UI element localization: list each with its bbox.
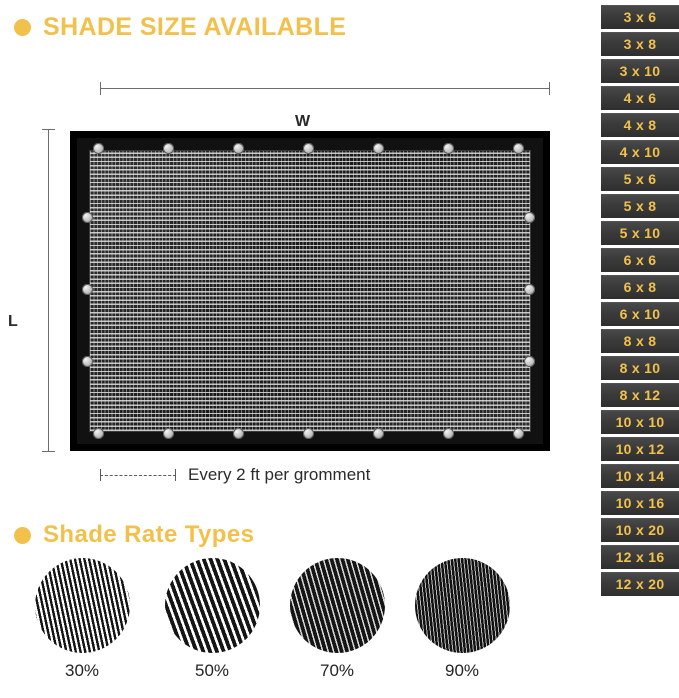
- shade-rate-heading: [14, 521, 254, 549]
- size-chip[interactable]: 5 x 10: [601, 221, 679, 245]
- size-chip[interactable]: 5 x 6: [601, 167, 679, 191]
- grommet: [82, 212, 93, 223]
- grommet-spacing-label: Every 2 ft per gromment: [188, 465, 371, 484]
- size-chip[interactable]: 6 x 8: [601, 275, 679, 299]
- shade-rate-label-30: 30%: [64, 661, 100, 680]
- size-chip[interactable]: 10 x 12: [601, 437, 679, 461]
- shade-rate-item-30: [30, 558, 134, 681]
- grommet: [163, 428, 174, 439]
- width-tick-right: [549, 82, 550, 95]
- bullet-dot-icon: [14, 19, 31, 36]
- shade-cloth-diagram: [0, 55, 600, 505]
- grommet: [524, 212, 535, 223]
- spacing-span-indicator: [100, 469, 176, 481]
- grommet: [524, 284, 535, 295]
- grommet: [524, 356, 535, 367]
- size-chip[interactable]: 4 x 6: [601, 86, 679, 110]
- grommet: [93, 143, 104, 154]
- size-chip[interactable]: 10 x 20: [601, 518, 679, 542]
- size-chip[interactable]: 6 x 6: [601, 248, 679, 272]
- shade-rate-label-70: 70%: [319, 661, 355, 680]
- grommet: [443, 143, 454, 154]
- size-chip[interactable]: 4 x 8: [601, 113, 679, 137]
- width-label: W: [295, 113, 311, 130]
- shade-rate-heading-label: Shade Rate Types: [43, 521, 255, 548]
- grommet: [303, 143, 314, 154]
- grommet: [163, 143, 174, 154]
- size-chip[interactable]: 3 x 10: [601, 59, 679, 83]
- grommet: [303, 428, 314, 439]
- size-chip[interactable]: 6 x 10: [601, 302, 679, 326]
- size-chip[interactable]: 8 x 12: [601, 383, 679, 407]
- shade-rate-swatch-50: [165, 558, 260, 653]
- mesh-sheen-overlay: [90, 151, 530, 431]
- grommet: [233, 143, 244, 154]
- shade-rate-swatch-70: [290, 558, 385, 653]
- shade-rate-label-50: 50%: [194, 661, 230, 680]
- grommet: [513, 428, 524, 439]
- length-tick-top: [42, 129, 55, 130]
- shade-rate-item-50: [160, 558, 264, 681]
- size-chip[interactable]: 3 x 6: [601, 5, 679, 29]
- shade-cloth-mesh-texture: [89, 150, 531, 432]
- grommet: [443, 428, 454, 439]
- shade-rate-item-70: [285, 558, 389, 681]
- length-tick-bottom: [42, 451, 55, 452]
- size-chip[interactable]: 3 x 8: [601, 32, 679, 56]
- size-chip[interactable]: 12 x 20: [601, 572, 679, 596]
- width-dimension-line: [100, 88, 550, 89]
- size-options-list: [595, 0, 679, 698]
- size-chip[interactable]: 4 x 10: [601, 140, 679, 164]
- size-chip[interactable]: 8 x 8: [601, 329, 679, 353]
- shade-rate-swatches: [0, 558, 600, 698]
- spacing-cap-right: [175, 469, 176, 481]
- shade-size-heading-label: SHADE SIZE AVAILABLE: [43, 13, 347, 41]
- width-tick-left: [100, 82, 101, 95]
- shade-rate-swatch-30: [35, 558, 130, 653]
- bullet-dot-icon: [14, 527, 31, 544]
- grommet: [373, 143, 384, 154]
- grommet-spacing-note: [100, 465, 370, 485]
- size-chip[interactable]: 8 x 10: [601, 356, 679, 380]
- spacing-dashed-line: [100, 475, 176, 476]
- grommet: [93, 428, 104, 439]
- shade-size-heading: [14, 13, 346, 42]
- size-chip[interactable]: 10 x 16: [601, 491, 679, 515]
- grommet: [82, 356, 93, 367]
- grommet: [82, 284, 93, 295]
- shade-rate-swatch-90: [415, 558, 510, 653]
- size-chip[interactable]: 12 x 16: [601, 545, 679, 569]
- length-dimension-line: [48, 129, 49, 452]
- shade-rate-item-90: [410, 558, 514, 681]
- size-chip[interactable]: 5 x 8: [601, 194, 679, 218]
- shade-rate-label-90: 90%: [444, 661, 480, 680]
- grommet: [373, 428, 384, 439]
- shade-cloth-panel: [70, 131, 550, 451]
- size-chip[interactable]: 10 x 10: [601, 410, 679, 434]
- grommet: [513, 143, 524, 154]
- grommet: [233, 428, 244, 439]
- size-chip[interactable]: 10 x 14: [601, 464, 679, 488]
- length-label: L: [8, 313, 18, 330]
